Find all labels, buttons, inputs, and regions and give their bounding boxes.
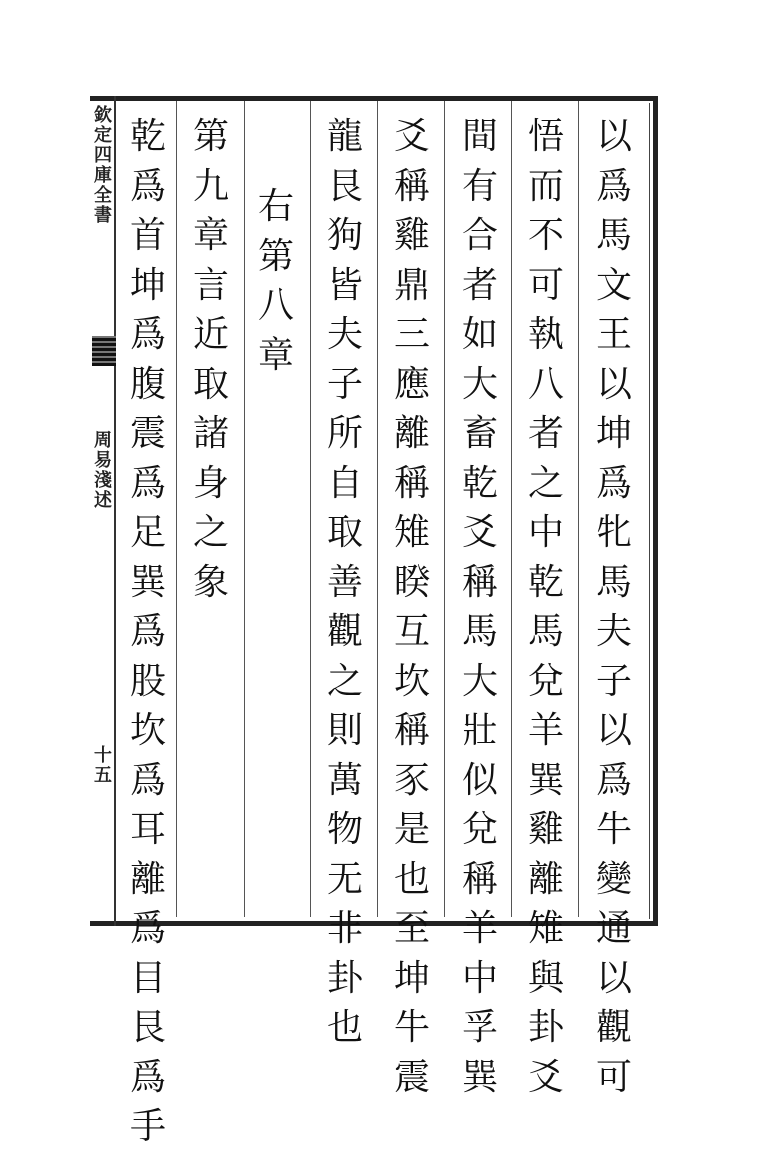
character: 腹 bbox=[129, 363, 166, 405]
character: 坤 bbox=[129, 264, 166, 306]
text-column-2 bbox=[516, 112, 576, 1102]
character: 馬 bbox=[595, 561, 632, 603]
character: 巽 bbox=[129, 561, 166, 603]
character: 耳 bbox=[129, 809, 166, 850]
character: 以 bbox=[595, 363, 632, 405]
character: 雞 bbox=[393, 215, 430, 256]
character: 近 bbox=[192, 314, 229, 355]
character: 卦 bbox=[326, 957, 363, 999]
book-title: 欽 定 四 庫 全 書 bbox=[94, 105, 112, 226]
character: 手 bbox=[129, 1106, 166, 1147]
character: 八 bbox=[527, 363, 564, 405]
character: 爲 bbox=[129, 908, 166, 949]
character: 震 bbox=[393, 1056, 430, 1098]
character: 是 bbox=[393, 809, 430, 850]
character: 雞 bbox=[527, 809, 564, 850]
character: 九 bbox=[192, 165, 229, 207]
character: 夫 bbox=[326, 314, 363, 355]
character: 變 bbox=[595, 858, 632, 900]
text-column-6 bbox=[246, 182, 306, 380]
section-title: 周 易 淺 述 bbox=[94, 430, 112, 511]
character: 壯 bbox=[461, 710, 498, 751]
character: 爲 bbox=[595, 462, 632, 504]
character: 兌 bbox=[461, 809, 498, 850]
character: 以 bbox=[595, 116, 632, 157]
page-number: 十 五 bbox=[94, 745, 112, 786]
column-divider bbox=[377, 101, 378, 917]
character: 取 bbox=[326, 512, 363, 553]
character: 象 bbox=[192, 561, 229, 603]
character: 稱 bbox=[393, 710, 430, 751]
character: 乾 bbox=[461, 462, 498, 504]
character: 子 bbox=[326, 363, 363, 405]
character: 乾 bbox=[527, 561, 564, 603]
character: 之 bbox=[527, 462, 564, 504]
character: 乾 bbox=[129, 116, 166, 157]
character: 身 bbox=[192, 462, 229, 504]
text-column-1 bbox=[584, 112, 644, 1102]
text-column-7 bbox=[181, 112, 241, 607]
column-divider bbox=[444, 101, 445, 917]
character: 也 bbox=[393, 858, 430, 900]
character: 執 bbox=[527, 314, 564, 355]
character: 觀 bbox=[326, 611, 363, 652]
character: 牛 bbox=[393, 1007, 430, 1048]
character: 稱 bbox=[393, 165, 430, 207]
character: 牛 bbox=[595, 809, 632, 850]
character: 章 bbox=[192, 215, 229, 256]
character: 如 bbox=[461, 314, 498, 355]
character: 離 bbox=[527, 858, 564, 900]
character: 悟 bbox=[527, 116, 564, 157]
character: 坤 bbox=[393, 957, 430, 999]
text-column-8 bbox=[118, 112, 178, 1152]
character: 中 bbox=[527, 512, 564, 553]
character: 第 bbox=[257, 235, 294, 277]
character: 離 bbox=[129, 858, 166, 900]
column-divider bbox=[578, 101, 579, 917]
character: 爲 bbox=[129, 165, 166, 207]
character: 間 bbox=[461, 116, 498, 157]
character: 言 bbox=[192, 264, 229, 306]
character: 皆 bbox=[326, 264, 363, 306]
character: 艮 bbox=[129, 1007, 166, 1048]
character: 爲 bbox=[595, 759, 632, 801]
character: 取 bbox=[192, 363, 229, 405]
character: 非 bbox=[326, 908, 363, 949]
character: 可 bbox=[595, 1056, 632, 1098]
character: 坎 bbox=[393, 660, 430, 702]
character: 睽 bbox=[393, 561, 430, 603]
character: 以 bbox=[595, 957, 632, 999]
text-column-4 bbox=[382, 112, 442, 1102]
character: 无 bbox=[326, 858, 363, 900]
character: 可 bbox=[527, 264, 564, 306]
character: 兌 bbox=[527, 660, 564, 702]
character: 爲 bbox=[129, 759, 166, 801]
character: 與 bbox=[527, 957, 564, 999]
character: 似 bbox=[461, 759, 498, 801]
character: 首 bbox=[129, 215, 166, 256]
character: 爻 bbox=[461, 512, 498, 553]
character: 互 bbox=[393, 611, 430, 652]
character: 大 bbox=[461, 363, 498, 405]
character: 八 bbox=[257, 285, 294, 326]
character: 爲 bbox=[129, 611, 166, 652]
character: 也 bbox=[326, 1007, 363, 1048]
margin-strip bbox=[90, 96, 116, 926]
character: 稱 bbox=[461, 858, 498, 900]
character: 巽 bbox=[527, 759, 564, 801]
character: 羊 bbox=[527, 710, 564, 751]
fish-tail-ornament bbox=[92, 336, 116, 366]
text-column-3 bbox=[450, 112, 510, 1102]
character: 物 bbox=[326, 809, 363, 850]
character: 自 bbox=[326, 462, 363, 504]
character: 諸 bbox=[192, 413, 229, 454]
column-divider bbox=[511, 101, 512, 917]
character: 者 bbox=[527, 413, 564, 454]
character: 文 bbox=[595, 264, 632, 306]
character: 大 bbox=[461, 660, 498, 702]
character: 馬 bbox=[595, 215, 632, 256]
character: 善 bbox=[326, 561, 363, 603]
character: 應 bbox=[393, 363, 430, 405]
character: 震 bbox=[129, 413, 166, 454]
character: 爲 bbox=[129, 462, 166, 504]
character: 雉 bbox=[527, 908, 564, 949]
character: 則 bbox=[326, 710, 363, 751]
character: 三 bbox=[393, 314, 430, 355]
character: 第 bbox=[192, 116, 229, 157]
character: 坎 bbox=[129, 710, 166, 751]
character: 爲 bbox=[595, 165, 632, 207]
character: 爲 bbox=[129, 1056, 166, 1098]
character: 足 bbox=[129, 512, 166, 553]
character: 鼎 bbox=[393, 264, 430, 306]
character: 羊 bbox=[461, 908, 498, 949]
character: 不 bbox=[527, 215, 564, 256]
character: 子 bbox=[595, 660, 632, 702]
character: 所 bbox=[326, 413, 363, 454]
character: 右 bbox=[257, 186, 294, 227]
character: 通 bbox=[595, 908, 632, 949]
character: 狗 bbox=[326, 215, 363, 256]
column-divider bbox=[310, 101, 311, 917]
character: 合 bbox=[461, 215, 498, 256]
character: 爻 bbox=[393, 116, 430, 157]
character: 稱 bbox=[461, 561, 498, 603]
character: 之 bbox=[192, 512, 229, 553]
character: 稱 bbox=[393, 462, 430, 504]
character: 馬 bbox=[461, 611, 498, 652]
character: 之 bbox=[326, 660, 363, 702]
character: 章 bbox=[257, 334, 294, 376]
character: 爲 bbox=[129, 314, 166, 355]
character: 有 bbox=[461, 165, 498, 207]
character: 中 bbox=[461, 957, 498, 999]
character: 者 bbox=[461, 264, 498, 306]
character: 以 bbox=[595, 710, 632, 751]
text-column-5 bbox=[315, 112, 375, 1053]
character: 觀 bbox=[595, 1007, 632, 1048]
character: 豕 bbox=[393, 759, 430, 801]
character: 龍 bbox=[326, 116, 363, 157]
character: 雉 bbox=[393, 512, 430, 553]
character: 畜 bbox=[461, 413, 498, 454]
character: 目 bbox=[129, 957, 166, 999]
character: 卦 bbox=[527, 1007, 564, 1048]
character: 爻 bbox=[527, 1056, 564, 1098]
character: 牝 bbox=[595, 512, 632, 553]
character: 坤 bbox=[595, 413, 632, 454]
character: 萬 bbox=[326, 759, 363, 801]
character: 而 bbox=[527, 165, 564, 207]
character: 王 bbox=[595, 314, 632, 355]
character: 股 bbox=[129, 660, 166, 702]
character: 孚 bbox=[461, 1007, 498, 1048]
character: 夫 bbox=[595, 611, 632, 652]
character: 巽 bbox=[461, 1056, 498, 1098]
character: 馬 bbox=[527, 611, 564, 652]
column-divider bbox=[244, 101, 245, 917]
character: 艮 bbox=[326, 165, 363, 207]
character: 離 bbox=[393, 413, 430, 454]
character: 至 bbox=[393, 908, 430, 949]
